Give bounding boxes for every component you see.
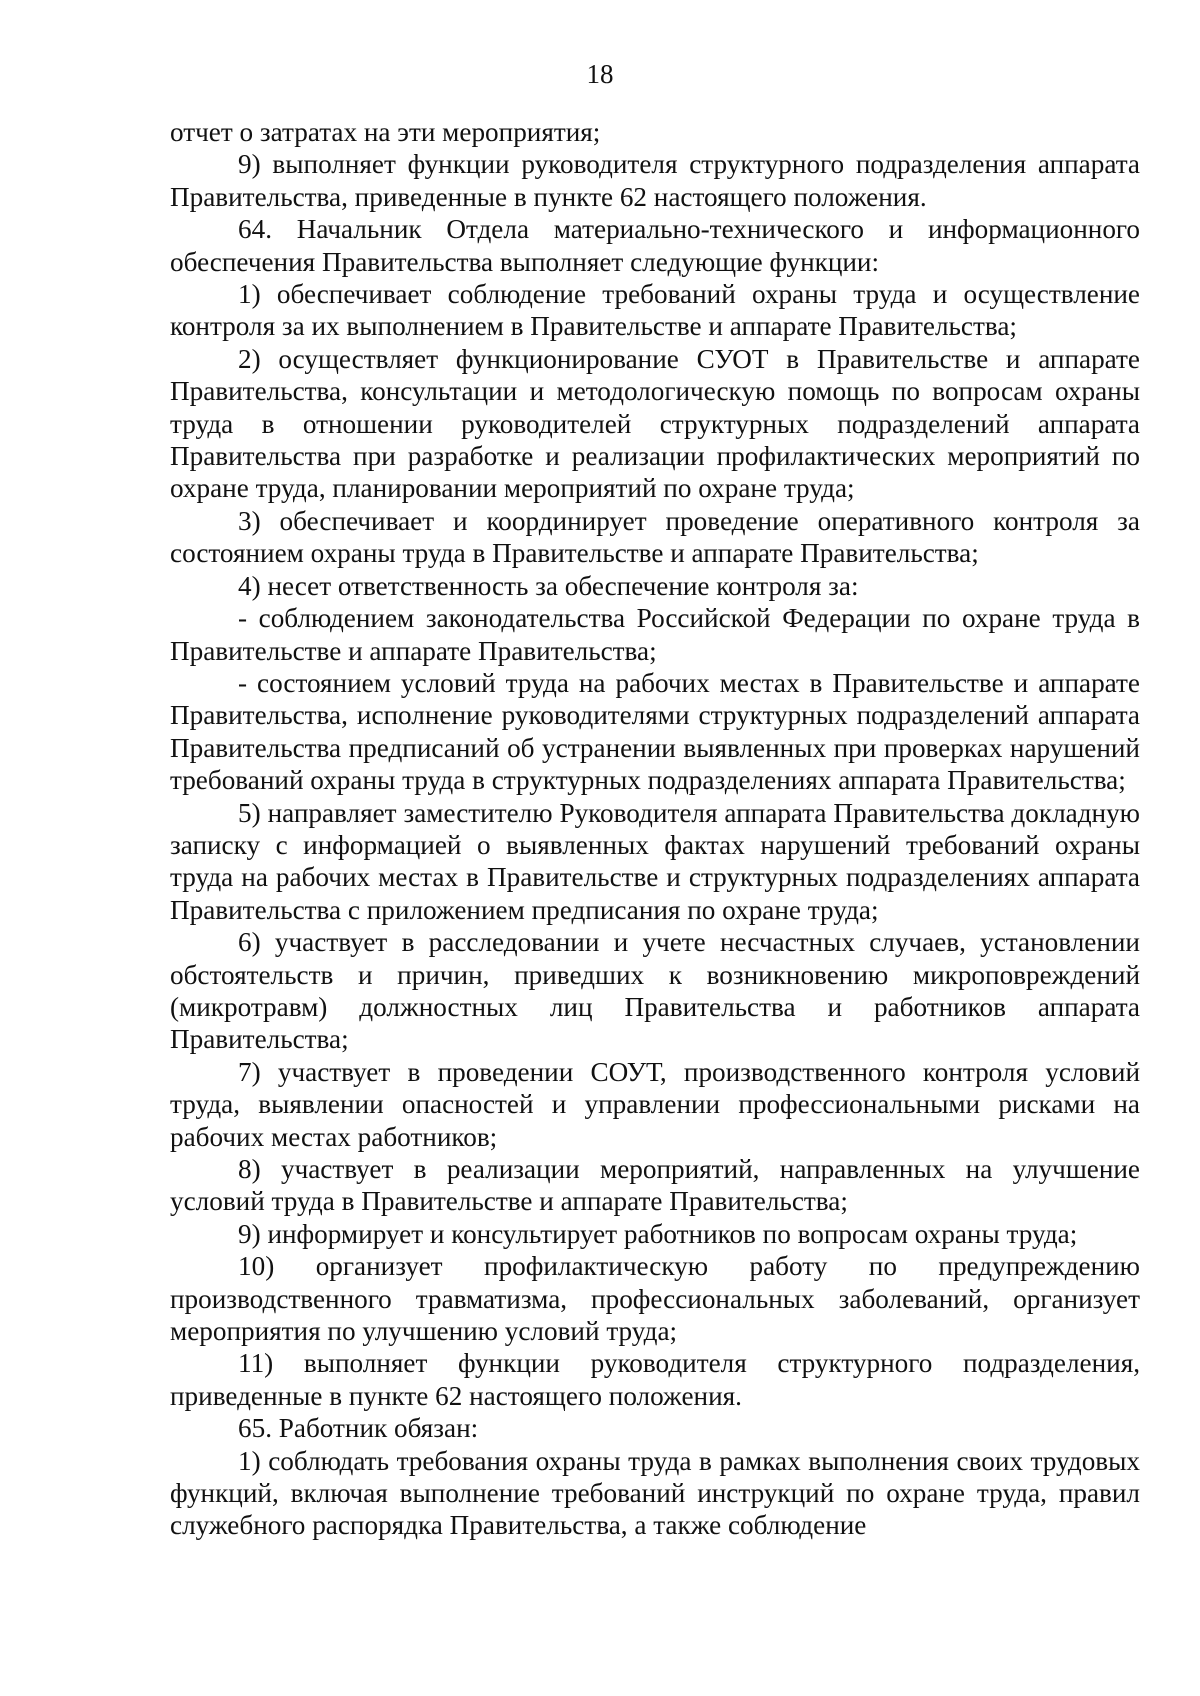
paragraph-item-1b: 1) соблюдать требования охраны труда в рамках выполнения своих трудовых функций, включая выполнение требований инструкций по охране труда, правил служебного распорядка Правительства, а также соблюдение [170, 1445, 1140, 1541]
paragraph-item-5: 5) направляет заместителю Руководителя аппарата Правительства докладную записку с информацией о выявленных фактах нарушений требований охраны труда на рабочих местах в Правительстве и структурных подразделениях аппарата Правительства с приложением предписания по охране труда; [170, 797, 1140, 925]
paragraph-section-64: 64. Начальник Отдела материально-технического и информационного обеспечения Правительства выполняет следующие функции: [170, 214, 1140, 277]
paragraph-item-8: 8) участвует в реализации мероприятий, направленных на улучшение условий труда в Правительстве и аппарате Правительства; [170, 1154, 1140, 1217]
paragraph-item-1: 1) обеспечивает соблюдение требований охраны труда и осуществление контроля за их выполнением в Правительстве и аппарате Правительства; [170, 279, 1140, 342]
document-body [170, 116, 1140, 1542]
paragraph-continuation: отчет о затратах на эти мероприятия; [170, 117, 601, 147]
paragraph-item-7: 7) участвует в проведении СОУТ, производственного контроля условий труда, выявлении опасностей и управлении профессиональными рисками на рабочих местах работников; [170, 1056, 1140, 1152]
paragraph-item-6: 6) участвует в расследовании и учете несчастных случаев, установлении обстоятельств и причин, приведших к возникновению микроповреждений (микротравм) должностных лиц Правительства и работников аппарата Правительства; [170, 927, 1140, 1055]
paragraph-dash-item-1: - соблюдением законодательства Российской Федерации по охране труда в Правительстве и аппарате Правительства; [170, 603, 1140, 666]
paragraph-item-10: 10) организует профилактическую работу по предупреждению производственного травматизма, профессиональных заболеваний, организует мероприятия по улучшению условий труда; [170, 1251, 1140, 1347]
page-number: 18 [586, 59, 614, 89]
paragraph-item-9b: 9) информирует и консультирует работников по вопросам охраны труда; [238, 1218, 1078, 1249]
paragraph-item-4: 4) несет ответственность за обеспечение контроля за: [238, 570, 859, 601]
paragraph-item-9: 9) выполняет функции руководителя структурного подразделения аппарата Правительства, приведенные в пункте 62 настоящего положения. [170, 149, 1140, 212]
paragraph-dash-item-2: - состоянием условий труда на рабочих местах в Правительстве и аппарате Правительства, исполнение руководителями структурных подразделений аппарата Правительства предписаний об устранении выявленных при проверках нарушений требований охраны труда в структурных подразделениях аппарата Правительства; [170, 667, 1140, 796]
paragraph-item-3: 3) обеспечивает и координирует проведение оперативного контроля за состоянием охраны труда в Правительстве и аппарате Правительства; [170, 505, 1140, 569]
paragraph-item-11: 11) выполняет функции руководителя структурного подразделения, приведенные в пункте 62 настоящего положения. [170, 1348, 1140, 1411]
paragraph-section-65: 65. Работник обязан: [238, 1413, 479, 1444]
paragraph-item-2: 2) осуществляет функционирование СУОТ в Правительстве и аппарате Правительства, консультации и методологическую помощь по вопросам охраны труда в отношении руководителей структурных подразделений аппарата Правительства при разработке и реализации профилактических мероприятий по охране труда, планировании мероприятий по охране труда; [170, 343, 1140, 504]
